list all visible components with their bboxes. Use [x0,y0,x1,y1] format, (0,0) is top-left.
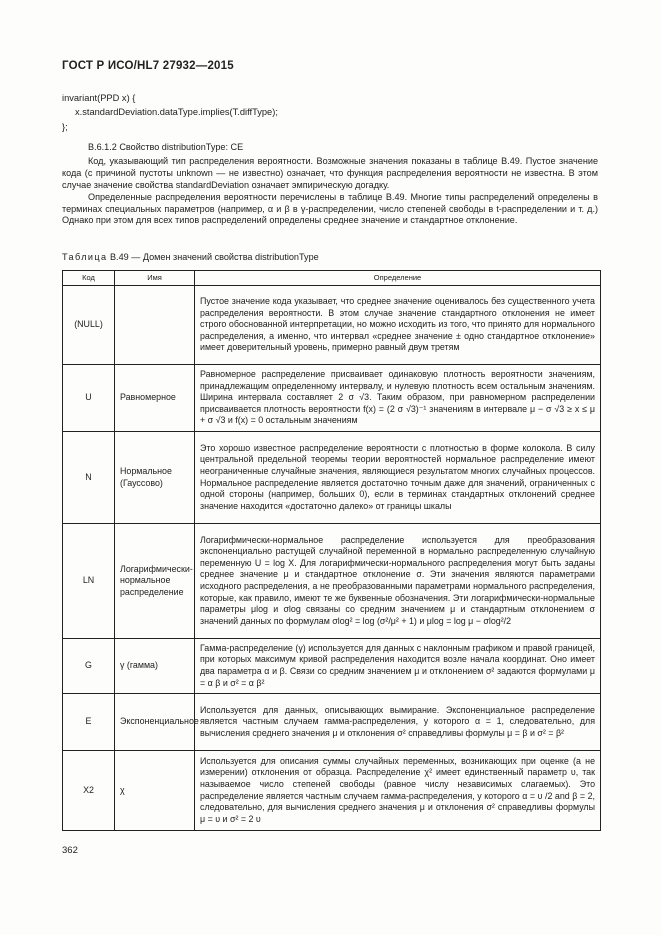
paragraph-2: Определенные распределения вероятности перечислены в таблице B.49. Многие типы распределений определены в терминах специальных параметров (например, α и β в γ-распределении, число степеней свободы в t-распределении и т. д.) Однако при этом для всех типов распределений определены среднее значение и стандартное отклонение. [62,191,598,226]
cell-definition: Пустое значение кода указывает, что среднее значение оценивалось без существенного учета распределения вероятности. В этом случае значение стандартного отклонения не имеет строго обоснованной интерпретации, но можно исходить из того, что принято для нормального распределения, а именно, что интервал «среднее значение ± одно стандартное отклонение» имеет доверительный уровень, примерно равный двум третям [195,286,601,365]
cell-code: (NULL) [63,286,115,365]
cell-name: Логарифмически-нормальное распределение [115,524,195,639]
cell-name: Равномерное [115,365,195,432]
table-header-row [63,271,601,286]
table-row [63,751,601,831]
cell-name: χ [115,751,195,831]
code-line-1: invariant(PPD x) { [62,93,136,103]
column-header-definition: Определение [195,271,601,286]
section-heading: B.6.1.2 Свойство distributionType: CE [88,142,244,152]
cell-code: U [63,365,115,432]
table-caption [62,252,319,262]
column-header-name: Имя [115,271,195,286]
cell-code: N [63,432,115,524]
column-header-code: Код [63,271,115,286]
cell-name: Нормальное (Гауссово) [115,432,195,524]
table-row [63,286,601,365]
cell-definition: Используется для описания суммы случайных переменных, возникающих при оценке (а не измерении) отклонения от образца. Распределение χ² имеет единственный параметр υ, так называемое число степеней свободы (равное числу независимых слагаемых). Это распределение является частным случаем гамма-распределения, у которого α = υ /2 and β = 2, следовательно, для вычисления среднего значения μ и отклонения σ² справедливы формулы μ = υ и σ² = 2 υ [195,751,601,831]
page-number: 362 [62,845,78,856]
table-caption-text: B.49 — Домен значений свойства distributionType [107,252,319,262]
table-row [63,432,601,524]
code-line-2: x.standardDeviation.dataType.implies(T.diffType); [75,107,278,117]
cell-name: Экспоненциальное [115,694,195,751]
table-row [63,694,601,751]
cell-definition: Это хорошо известное распределение вероятности с плотностью в форме колокола. В силу центральной предельной теоремы теории вероятностей нормальное распределение имеют неограниченные случайные значения, являющиеся результатом многих случайных процессов. Нормальное распределение является достаточно точным даже для значений, ограниченных с одной стороны (например, больших 0), если в терминах стандартных отклонений среднее значение находится «достаточно далеко» от границы шкалы [195,432,601,524]
table-caption-prefix: Таблица [62,252,108,262]
cell-code: LN [63,524,115,639]
cell-name: γ (гамма) [115,639,195,694]
table-row [63,639,601,694]
cell-code: E [63,694,115,751]
distribution-type-table [62,270,601,831]
cell-definition: Используется для данных, описывающих вымирание. Экспоненциальное распределение является частным случаем гамма-распределения, у которого α = 1, следовательно, для вычисления среднего значения μ и отклонения σ² справедливы формулы μ = β и σ² = β² [195,694,601,751]
section-text [62,142,598,227]
cell-definition: Равномерное распределение присваивает одинаковую плотность вероятности значениям, принадлежащим определенному интервалу, и нулевую плотность всем остальным значениям. Ширина интервала составляет 2 σ √3. Таким образом, при равномерном распределении присваивается плотность вероятности f(x) = (2 σ √3)⁻¹ значениям в интервале μ − σ √3 ≥ x ≤ μ + σ √3 и f(x) = 0 остальным значениям [195,365,601,432]
paragraph-1: Код, указывающий тип распределения вероятности. Возможные значения показаны в таблице B.49. Пустое значение кода (с причиной пустоты unknown — не известно) означает, что функция распределения вероятности не известна. В этом случае значение свойства standardDeviation означает эмпирическую догадку. [62,155,598,190]
cell-name [115,286,195,365]
cell-code: G [63,639,115,694]
document-header: ГОСТ Р ИСО/HL7 27932—2015 [62,60,234,72]
cell-definition: Логарифмически-нормальное распределение используется для преобразования экспоненциально растущей случайной переменной в нормально распределенную случайную переменную U = log X. Для логарифмически-нормального распределения могут быть заданы среднее значение μ и стандартное отклонение σ. Эти значения являются параметрами исходного распределения, а не преобразованными параметрами нормального распределения, которые, как правило, имеют те же буквенные обозначения. Эти логарифмически-нормальные параметры μlog и σlog связаны со средним значением μ и стандартным отклонением σ значений данных по формулам σlog² = log (σ²/μ² + 1) и μlog = log μ − σlog²/2 [195,524,601,639]
cell-code: X2 [63,751,115,831]
cell-definition: Гамма-распределение (γ) используется для данных с наклонным графиком и правой границей, при которых максимум кривой распределения находится возле начала координат. Оно имеет два параметра α и β. Связи со средним значением μ и отклонением σ² задаются формулами μ = α β и σ² = α β² [195,639,601,694]
code-line-3: }; [62,122,68,132]
table-row [63,365,601,432]
table-row [63,524,601,639]
